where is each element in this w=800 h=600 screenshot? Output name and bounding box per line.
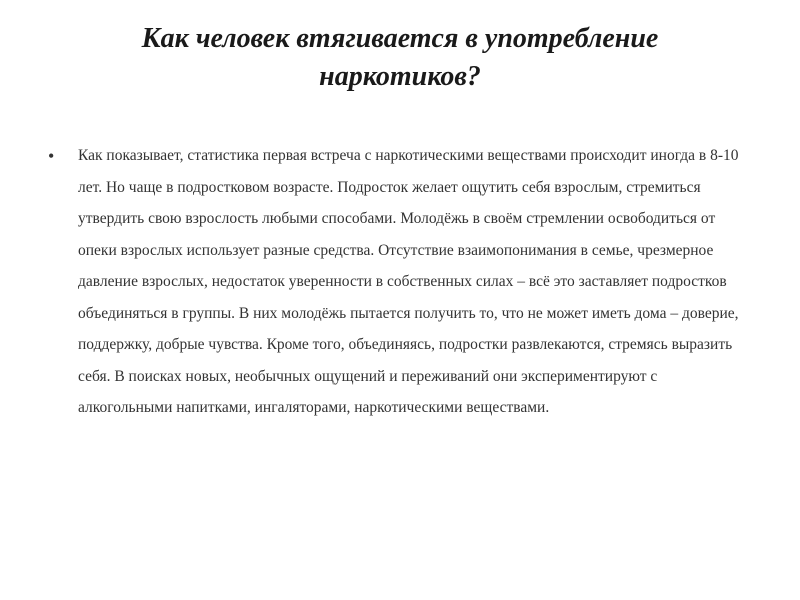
bullet-marker: • xyxy=(48,146,55,166)
bullet-paragraph: Как показывает, статистика первая встреча с наркотическими веществами происходит иногда в 8-10 лет. Но чаще в подростковом возрасте. Подросток желает ощутить себя взрослым, стремиться утвердить свою взрослость любыми способами. Молодёжь в своём стремлении освободиться от опеки взрослых использует разные средства. Отсутствие взаимопонимания в семье, чрезмерное давление взрослых, недостаток уверенности в собственных силах – всё это заставляет подростков объединяться в группы. В них молодёжь пытается получить то, что не может иметь дома – доверие, поддержку, добрые чувства. Кроме того, объединяясь, подростки развлекаются, стремясь выразить себя. В поисках новых, необычных ощущений и переживаний они экспериментируют с алкогольными напитками, ингаляторами, наркотическими веществами. xyxy=(78,147,739,416)
slide-title: Как человек втягивается в употребление наркотиков? xyxy=(141,23,659,92)
